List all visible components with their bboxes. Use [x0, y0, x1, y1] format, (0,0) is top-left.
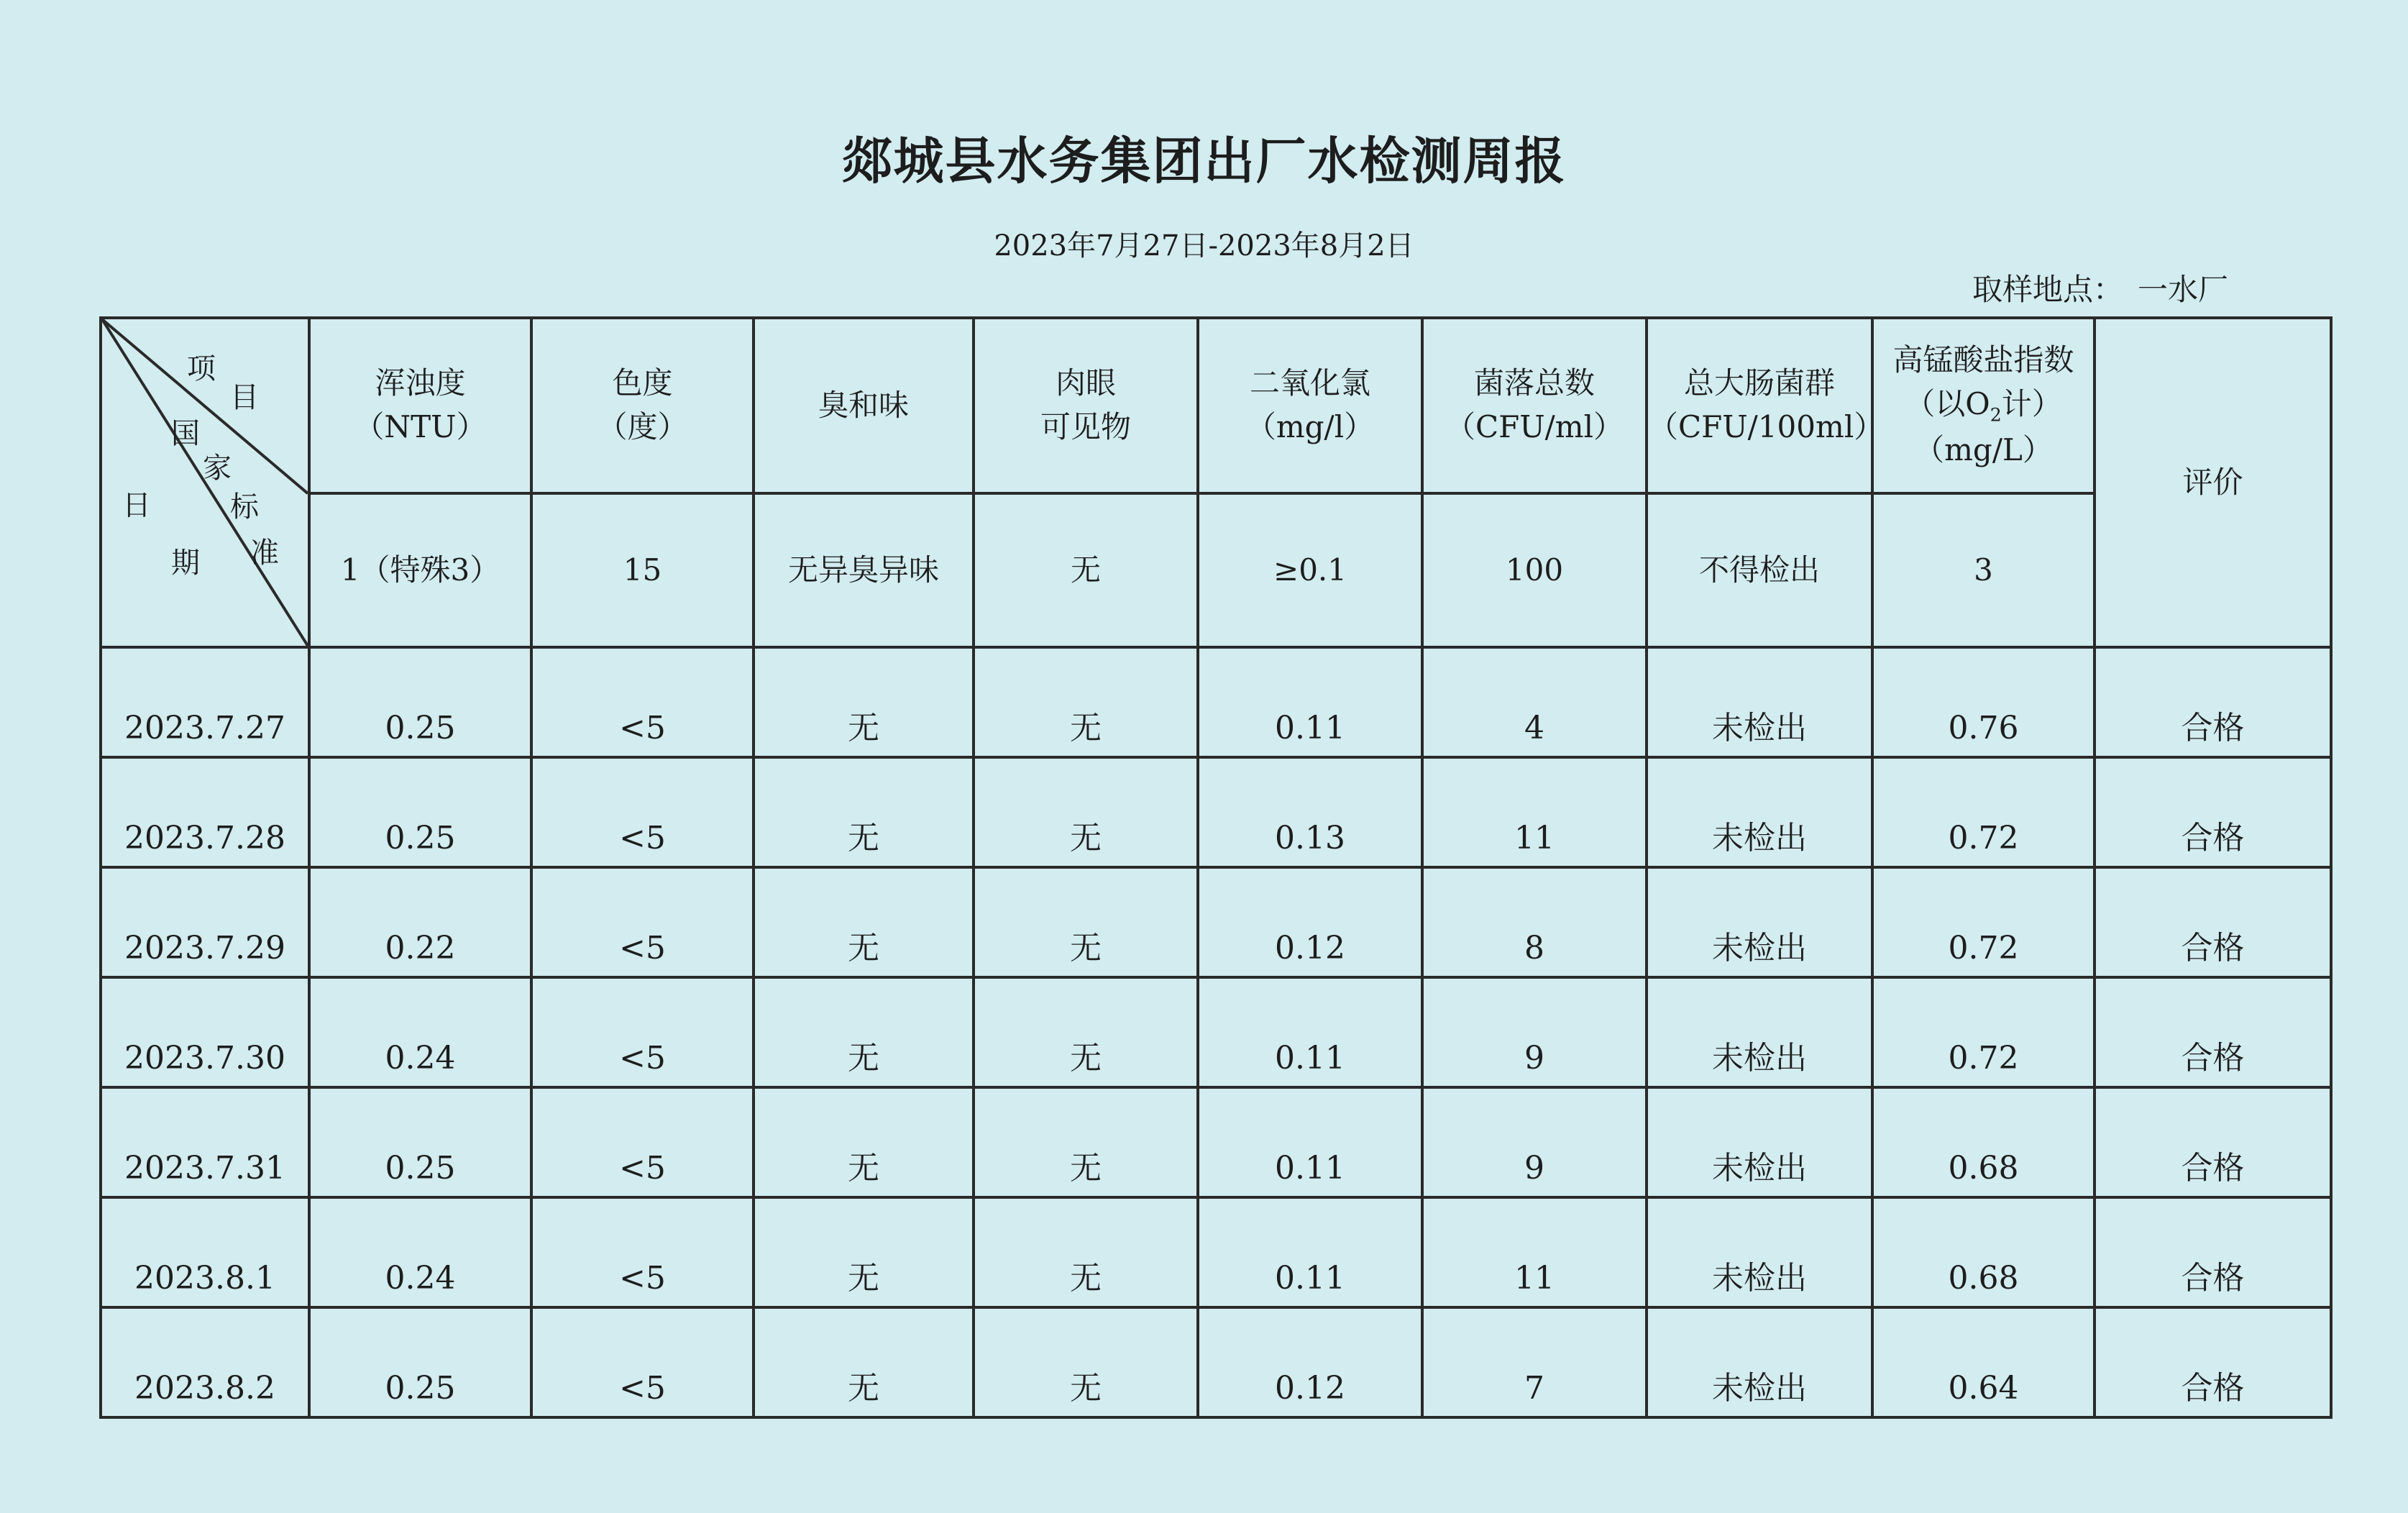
cell-odor: 无 — [754, 1307, 974, 1417]
cell-colony: 11 — [1422, 757, 1647, 867]
cell-eval: 合格 — [2095, 647, 2331, 757]
cell-clo2: 0.11 — [1198, 1197, 1422, 1307]
header-chlorine-dioxide: 二氧化氯 （mg/l） — [1198, 318, 1422, 493]
cell-odor: 无 — [754, 1197, 974, 1307]
corner-item-char-2: 目 — [230, 381, 259, 414]
cell-color: <5 — [531, 1087, 754, 1197]
cell-date: 2023.7.31 — [101, 1087, 309, 1197]
cell-visible: 无 — [974, 1087, 1198, 1197]
cell-eval: 合格 — [2095, 1307, 2331, 1417]
cell-turbidity: 0.22 — [309, 867, 531, 977]
cell-clo2: 0.13 — [1198, 757, 1422, 867]
table-row — [101, 867, 2331, 977]
cell-clo2: 0.12 — [1198, 1307, 1422, 1417]
corner-standard-char-2: 家 — [203, 452, 232, 485]
cell-coliform: 未检出 — [1647, 1197, 1872, 1307]
std-chlorine-dioxide: ≥0.1 — [1198, 493, 1422, 647]
cell-visible: 无 — [974, 867, 1198, 977]
sampling-location — [1972, 266, 2228, 309]
cell-coliform: 未检出 — [1647, 757, 1872, 867]
std-permanganate-index: 3 — [1872, 493, 2095, 647]
cell-turbidity: 0.24 — [309, 1197, 531, 1307]
cell-odor: 无 — [754, 757, 974, 867]
table-row — [101, 977, 2331, 1087]
header-evaluation: 评价 — [2095, 318, 2331, 647]
cell-color: <5 — [531, 867, 754, 977]
cell-colony: 11 — [1422, 1197, 1647, 1307]
header-odor: 臭和味 — [754, 318, 974, 493]
cell-visible: 无 — [974, 1307, 1198, 1417]
cell-coliform: 未检出 — [1647, 1307, 1872, 1417]
std-total-coliform: 不得检出 — [1647, 493, 1872, 647]
header-permanganate-index: 高锰酸盐指数 （以$O_2$计） （mg/L） — [1872, 318, 2095, 493]
cell-odor: 无 — [754, 867, 974, 977]
cell-color: <5 — [531, 977, 754, 1087]
cell-date: 2023.8.1 — [101, 1197, 309, 1307]
header-total-coliform: 总大肠菌群 （CFU/100ml） — [1647, 318, 1872, 493]
cell-color: <5 — [531, 757, 754, 867]
cell-coliform: 未检出 — [1647, 647, 1872, 757]
table-row — [101, 647, 2331, 757]
std-odor: 无异臭异味 — [754, 493, 974, 647]
header-colony-count: 菌落总数 （CFU/ml） — [1422, 318, 1647, 493]
cell-cod: 0.76 — [1872, 647, 2095, 757]
cell-odor: 无 — [754, 1087, 974, 1197]
cell-visible: 无 — [974, 977, 1198, 1087]
cell-colony: 9 — [1422, 1087, 1647, 1197]
cell-visible: 无 — [974, 757, 1198, 867]
cell-color: <5 — [531, 1197, 754, 1307]
cell-coliform: 未检出 — [1647, 1087, 1872, 1197]
cell-colony: 7 — [1422, 1307, 1647, 1417]
cell-eval: 合格 — [2095, 757, 2331, 867]
cell-eval: 合格 — [2095, 1087, 2331, 1197]
cell-cod: 0.72 — [1872, 757, 2095, 867]
cell-coliform: 未检出 — [1647, 867, 1872, 977]
std-turbidity: 1（特殊3） — [309, 493, 531, 647]
cell-turbidity: 0.24 — [309, 977, 531, 1087]
corner-standard-char-1: 国 — [171, 417, 200, 450]
cell-colony: 8 — [1422, 867, 1647, 977]
corner-date-char-2: 期 — [171, 547, 200, 580]
cell-date: 2023.7.30 — [101, 977, 309, 1087]
cell-cod: 0.68 — [1872, 1087, 2095, 1197]
cell-eval: 合格 — [2095, 867, 2331, 977]
cell-clo2: 0.11 — [1198, 1087, 1422, 1197]
cell-clo2: 0.11 — [1198, 647, 1422, 757]
cell-clo2: 0.11 — [1198, 977, 1422, 1087]
date-range: 2023年7月27日-2023年8月2日 — [994, 229, 1414, 262]
cell-eval: 合格 — [2095, 1197, 2331, 1307]
cell-turbidity: 0.25 — [309, 1087, 531, 1197]
cell-cod: 0.72 — [1872, 867, 2095, 977]
table-row — [101, 1197, 2331, 1307]
cell-turbidity: 0.25 — [309, 1307, 531, 1417]
std-colony-count: 100 — [1422, 493, 1647, 647]
cell-date: 2023.7.27 — [101, 647, 309, 757]
table-row — [101, 1307, 2331, 1417]
corner-date-char-1: 日 — [122, 489, 151, 522]
std-color: 15 — [531, 493, 754, 647]
cell-cod: 0.72 — [1872, 977, 2095, 1087]
cell-date: 2023.7.29 — [101, 867, 309, 977]
corner-item-char-1: 项 — [187, 352, 216, 385]
header-color: 色度 （度） — [531, 318, 754, 493]
std-visible-matter: 无 — [974, 493, 1198, 647]
header-corner-cell — [101, 318, 309, 647]
corner-standard-char-3: 标 — [230, 490, 259, 524]
cell-visible: 无 — [974, 1197, 1198, 1307]
location-value: 一水厂 — [2137, 272, 2228, 307]
header-visible-matter: 肉眼 可见物 — [974, 318, 1198, 493]
location-label: 取样地点： — [1972, 272, 2123, 307]
water-quality-table — [99, 316, 2333, 1419]
cell-color: <5 — [531, 647, 754, 757]
cell-turbidity: 0.25 — [309, 647, 531, 757]
cell-colony: 9 — [1422, 977, 1647, 1087]
table-row — [101, 1087, 2331, 1197]
table-row — [101, 757, 2331, 867]
cell-eval: 合格 — [2095, 977, 2331, 1087]
cell-coliform: 未检出 — [1647, 977, 1872, 1087]
cell-turbidity: 0.25 — [309, 757, 531, 867]
cell-date: 2023.7.28 — [101, 757, 309, 867]
cell-odor: 无 — [754, 647, 974, 757]
cell-odor: 无 — [754, 977, 974, 1087]
cell-cod: 0.68 — [1872, 1197, 2095, 1307]
cell-clo2: 0.12 — [1198, 867, 1422, 977]
cell-date: 2023.8.2 — [101, 1307, 309, 1417]
cell-cod: 0.64 — [1872, 1307, 2095, 1417]
cell-visible: 无 — [974, 647, 1198, 757]
header-turbidity: 浑浊度 （NTU） — [309, 318, 531, 493]
cell-colony: 4 — [1422, 647, 1647, 757]
report-title: 郯城县水务集团出厂水检测周报 — [841, 132, 1567, 191]
corner-standard-char-4: 准 — [250, 536, 279, 570]
cell-color: <5 — [531, 1307, 754, 1417]
